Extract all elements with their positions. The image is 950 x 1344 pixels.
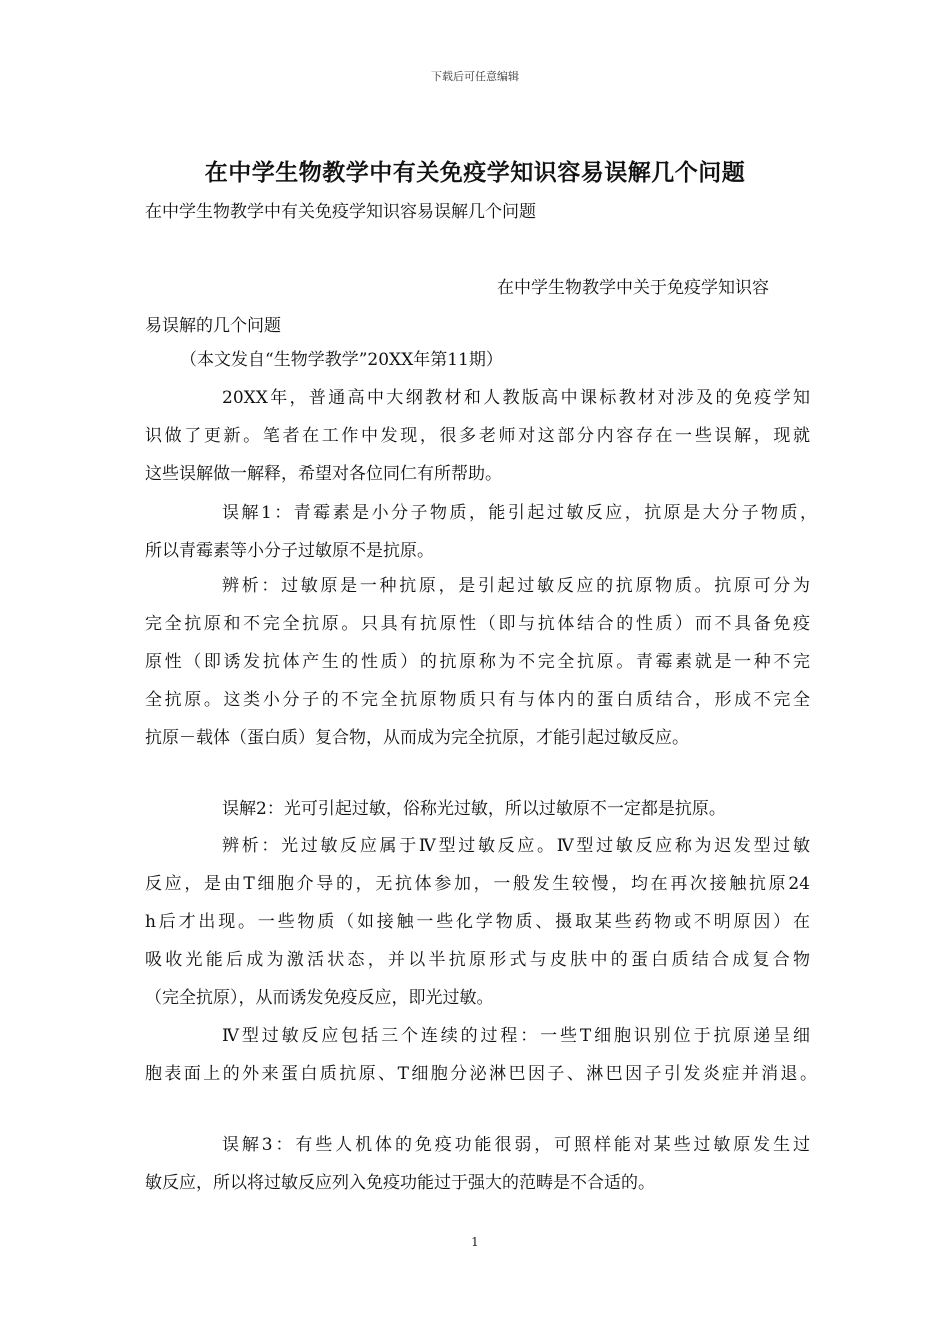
body-line: 胞表面上的外来蛋白质抗原、T细胞分泌淋巴因子、淋巴因子引发炎症并消退。 xyxy=(145,1064,817,1084)
body-line: 抗原－载体（蛋白质）复合物，从而成为完全抗原，才能引起过敏反应。 xyxy=(145,728,689,748)
body-line: 在中学生物教学中关于免疫学知识容 xyxy=(497,278,769,298)
body-line: h后才出现。一些物质（如接触一些化学物质、摄取某些药物或不明原因）在 xyxy=(145,912,810,932)
body-line: 这些误解做一解释，希望对各位同仁有所帮助。 xyxy=(145,464,502,484)
misconception-heading: 误解2：光可引起过敏，俗称光过敏，所以过敏原不一定都是抗原。 xyxy=(222,799,726,819)
body-line: 吸收光能后成为激活状态，并以半抗原形式与皮肤中的蛋白质结合成复合物 xyxy=(145,950,810,970)
page-title: 在中学生物教学中有关免疫学知识容易误解几个问题 xyxy=(204,159,746,186)
analysis-line: 辨析：光过敏反应属于Ⅳ型过敏反应。Ⅳ型过敏反应称为迟发型过敏 xyxy=(222,836,810,856)
subtitle-line: 在中学生物教学中有关免疫学知识容易误解几个问题 xyxy=(145,202,536,222)
source-note: （本文发自“生物学教学”20XX年第11期） xyxy=(180,350,503,370)
misconception-heading: 误解1：青霉素是小分子物质，能引起过敏反应，抗原是大分子物质， xyxy=(222,503,817,523)
body-line: Ⅳ型过敏反应包括三个连续的过程：一些T细胞识别位于抗原递呈细 xyxy=(222,1026,810,1046)
page-number: 1 xyxy=(471,1235,479,1249)
header-note: 下载后可任意编辑 xyxy=(431,70,519,83)
body-line: 易误解的几个问题 xyxy=(145,316,281,336)
misconception-heading: 误解3：有些人机体的免疫功能很弱，可照样能对某些过敏原发生过 xyxy=(222,1135,810,1155)
body-line: 全抗原。这类小分子的不完全抗原物质只有与体内的蛋白质结合，形成不完全 xyxy=(145,690,810,710)
body-line: 敏反应，所以将过敏反应列入免疫功能过于强大的范畴是不合适的。 xyxy=(145,1173,655,1193)
body-line: 原性（即诱发抗体产生的性质）的抗原称为不完全抗原。青霉素就是一种不完 xyxy=(145,652,810,672)
body-line: 所以青霉素等小分子过敏原不是抗原。 xyxy=(145,541,434,561)
body-line: （完全抗原），从而诱发免疫反应，即光过敏。 xyxy=(145,988,494,1008)
body-line: 反应，是由T细胞介导的，无抗体参加，一般发生较慢，均在再次接触抗原24 xyxy=(145,874,810,894)
body-line: 识做了更新。笔者在工作中发现，很多老师对这部分内容存在一些误解，现就 xyxy=(145,426,810,446)
analysis-line: 辨析：过敏原是一种抗原，是引起过敏反应的抗原物质。抗原可分为 xyxy=(222,576,810,596)
body-line: 20XX年，普通高中大纲教材和人教版高中课标教材对涉及的免疫学知 xyxy=(222,388,810,408)
body-line: 完全抗原和不完全抗原。只具有抗原性（即与抗体结合的性质）而不具备免疫 xyxy=(145,614,810,634)
